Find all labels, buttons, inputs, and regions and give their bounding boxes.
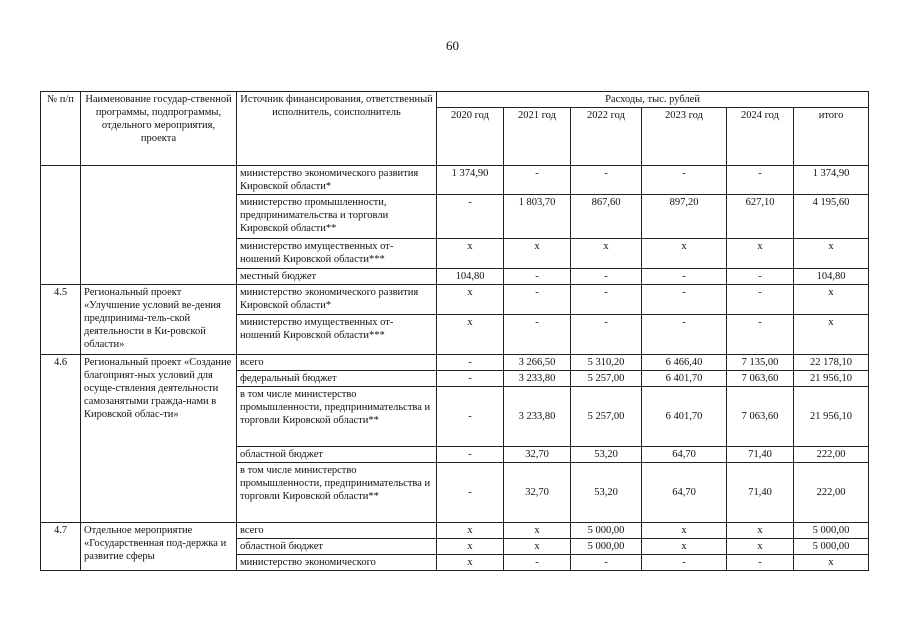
value-2023: - xyxy=(642,269,727,285)
value-2024: 71,40 xyxy=(727,463,794,523)
value-2024: x xyxy=(727,523,794,539)
value-2024: 71,40 xyxy=(727,447,794,463)
value-total: 104,80 xyxy=(794,269,869,285)
header-name: Наименование государ-ственной программы, подпрограммы, отдельного мероприятия, проекта xyxy=(81,92,237,166)
value-total: x xyxy=(794,285,869,315)
table-row xyxy=(41,523,869,539)
value-2021: - xyxy=(504,555,571,571)
value-2024: - xyxy=(727,269,794,285)
value-2023: x xyxy=(642,239,727,269)
value-2024: x xyxy=(727,239,794,269)
funding-source: в том числе министерство промышленности, предпринимательства и торговли Кировской области** xyxy=(237,463,437,523)
value-2020: - xyxy=(437,387,504,447)
value-2020: x xyxy=(437,315,504,355)
value-2021: x xyxy=(504,239,571,269)
funding-source: всего xyxy=(237,355,437,371)
header-year-2024: 2024 год xyxy=(727,108,794,166)
funding-source: министерство имущественных от-ношений Кировской области*** xyxy=(237,315,437,355)
row-number xyxy=(41,166,81,285)
value-2022: 5 257,00 xyxy=(571,387,642,447)
header-year-2022: 2022 год xyxy=(571,108,642,166)
value-2022: 5 000,00 xyxy=(571,539,642,555)
header-total: итого xyxy=(794,108,869,166)
value-2022: 5 257,00 xyxy=(571,371,642,387)
value-2022: - xyxy=(571,269,642,285)
value-2023: 6 466,40 xyxy=(642,355,727,371)
value-total: x xyxy=(794,239,869,269)
value-2021: x xyxy=(504,523,571,539)
value-2023: 64,70 xyxy=(642,463,727,523)
value-2020: - xyxy=(437,447,504,463)
funding-source: местный бюджет xyxy=(237,269,437,285)
funding-source: министерство имущественных от-ношений Кировской области*** xyxy=(237,239,437,269)
value-2024: 7 063,60 xyxy=(727,387,794,447)
value-2023: 6 401,70 xyxy=(642,371,727,387)
funding-source: министерство экономического развития Кировской области* xyxy=(237,166,437,195)
value-2020: 104,80 xyxy=(437,269,504,285)
value-2020: - xyxy=(437,195,504,239)
value-2023: - xyxy=(642,285,727,315)
value-total: 5 000,00 xyxy=(794,539,869,555)
program-name: Региональный проект «Улучшение условий ве-дения предпринима-тель-ской деятельности в Ки-ровской области» xyxy=(81,285,237,355)
value-2023: - xyxy=(642,315,727,355)
budget-table xyxy=(40,91,869,571)
value-total: 222,00 xyxy=(794,463,869,523)
value-total: 5 000,00 xyxy=(794,523,869,539)
value-2024: - xyxy=(727,315,794,355)
value-total: 21 956,10 xyxy=(794,371,869,387)
value-2020: - xyxy=(437,355,504,371)
value-total: x xyxy=(794,555,869,571)
value-2021: - xyxy=(504,285,571,315)
value-2022: - xyxy=(571,315,642,355)
value-2024: x xyxy=(727,539,794,555)
value-2022: 53,20 xyxy=(571,463,642,523)
value-2021: - xyxy=(504,166,571,195)
funding-source: областной бюджет xyxy=(237,539,437,555)
value-2020: x xyxy=(437,239,504,269)
value-total: 222,00 xyxy=(794,447,869,463)
value-2024: 7 135,00 xyxy=(727,355,794,371)
value-2021: - xyxy=(504,315,571,355)
funding-source: всего xyxy=(237,523,437,539)
page-number: 60 xyxy=(446,38,459,53)
value-2021: x xyxy=(504,539,571,555)
value-2022: 5 310,20 xyxy=(571,355,642,371)
value-total: 22 178,10 xyxy=(794,355,869,371)
value-2023: x xyxy=(642,539,727,555)
table-row xyxy=(41,166,869,195)
table-row xyxy=(41,285,869,315)
value-2020: - xyxy=(437,463,504,523)
value-2023: - xyxy=(642,555,727,571)
row-number: 4.6 xyxy=(41,355,81,523)
funding-source: областной бюджет xyxy=(237,447,437,463)
row-number: 4.7 xyxy=(41,523,81,571)
value-2022: - xyxy=(571,285,642,315)
value-2022: - xyxy=(571,555,642,571)
value-2022: 867,60 xyxy=(571,195,642,239)
program-name xyxy=(81,166,237,285)
value-total: 4 195,60 xyxy=(794,195,869,239)
value-2024: 627,10 xyxy=(727,195,794,239)
row-number: 4.5 xyxy=(41,285,81,355)
value-2020: x xyxy=(437,523,504,539)
value-2024: - xyxy=(727,555,794,571)
value-2020: x xyxy=(437,285,504,315)
header-expenses: Расходы, тыс. рублей xyxy=(437,92,869,108)
funding-source: министерство промышленности, предпринимательства и торговли Кировской области** xyxy=(237,195,437,239)
value-2023: 64,70 xyxy=(642,447,727,463)
value-2023: 897,20 xyxy=(642,195,727,239)
value-total: 1 374,90 xyxy=(794,166,869,195)
value-2022: 5 000,00 xyxy=(571,523,642,539)
program-name: Региональный проект «Создание благоприят-ных условий для осуще-ствления деятельности самозанятыми гражда-нами в Кировской облас-ти» xyxy=(81,355,237,523)
funding-source: министерство экономического xyxy=(237,555,437,571)
value-2021: - xyxy=(504,269,571,285)
header-year-2023: 2023 год xyxy=(642,108,727,166)
value-2024: - xyxy=(727,285,794,315)
value-2020: x xyxy=(437,555,504,571)
value-2021: 3 266,50 xyxy=(504,355,571,371)
value-2021: 32,70 xyxy=(504,447,571,463)
value-2023: 6 401,70 xyxy=(642,387,727,447)
value-2022: - xyxy=(571,166,642,195)
value-2024: 7 063,60 xyxy=(727,371,794,387)
value-total: x xyxy=(794,315,869,355)
value-2022: 53,20 xyxy=(571,447,642,463)
table-row xyxy=(41,355,869,371)
header-year-2020: 2020 год xyxy=(437,108,504,166)
funding-source: федеральный бюджет xyxy=(237,371,437,387)
funding-source: министерство экономического развития Кировской области* xyxy=(237,285,437,315)
header-year-2021: 2021 год xyxy=(504,108,571,166)
value-2024: - xyxy=(727,166,794,195)
program-name: Отдельное мероприятие «Государственная под-держка и развитие сферы xyxy=(81,523,237,571)
value-2023: - xyxy=(642,166,727,195)
value-2021: 32,70 xyxy=(504,463,571,523)
value-2020: 1 374,90 xyxy=(437,166,504,195)
value-2021: 1 803,70 xyxy=(504,195,571,239)
value-2021: 3 233,80 xyxy=(504,371,571,387)
header-num: № п/п xyxy=(41,92,81,166)
value-2020: - xyxy=(437,371,504,387)
funding-source: в том числе министерство промышленности, предпринимательства и торговли Кировской области** xyxy=(237,387,437,447)
value-2021: 3 233,80 xyxy=(504,387,571,447)
header-source: Источник финансирования, ответственный исполнитель, соисполнитель xyxy=(237,92,437,166)
value-2022: x xyxy=(571,239,642,269)
value-2023: x xyxy=(642,523,727,539)
value-total: 21 956,10 xyxy=(794,387,869,447)
value-2020: x xyxy=(437,539,504,555)
